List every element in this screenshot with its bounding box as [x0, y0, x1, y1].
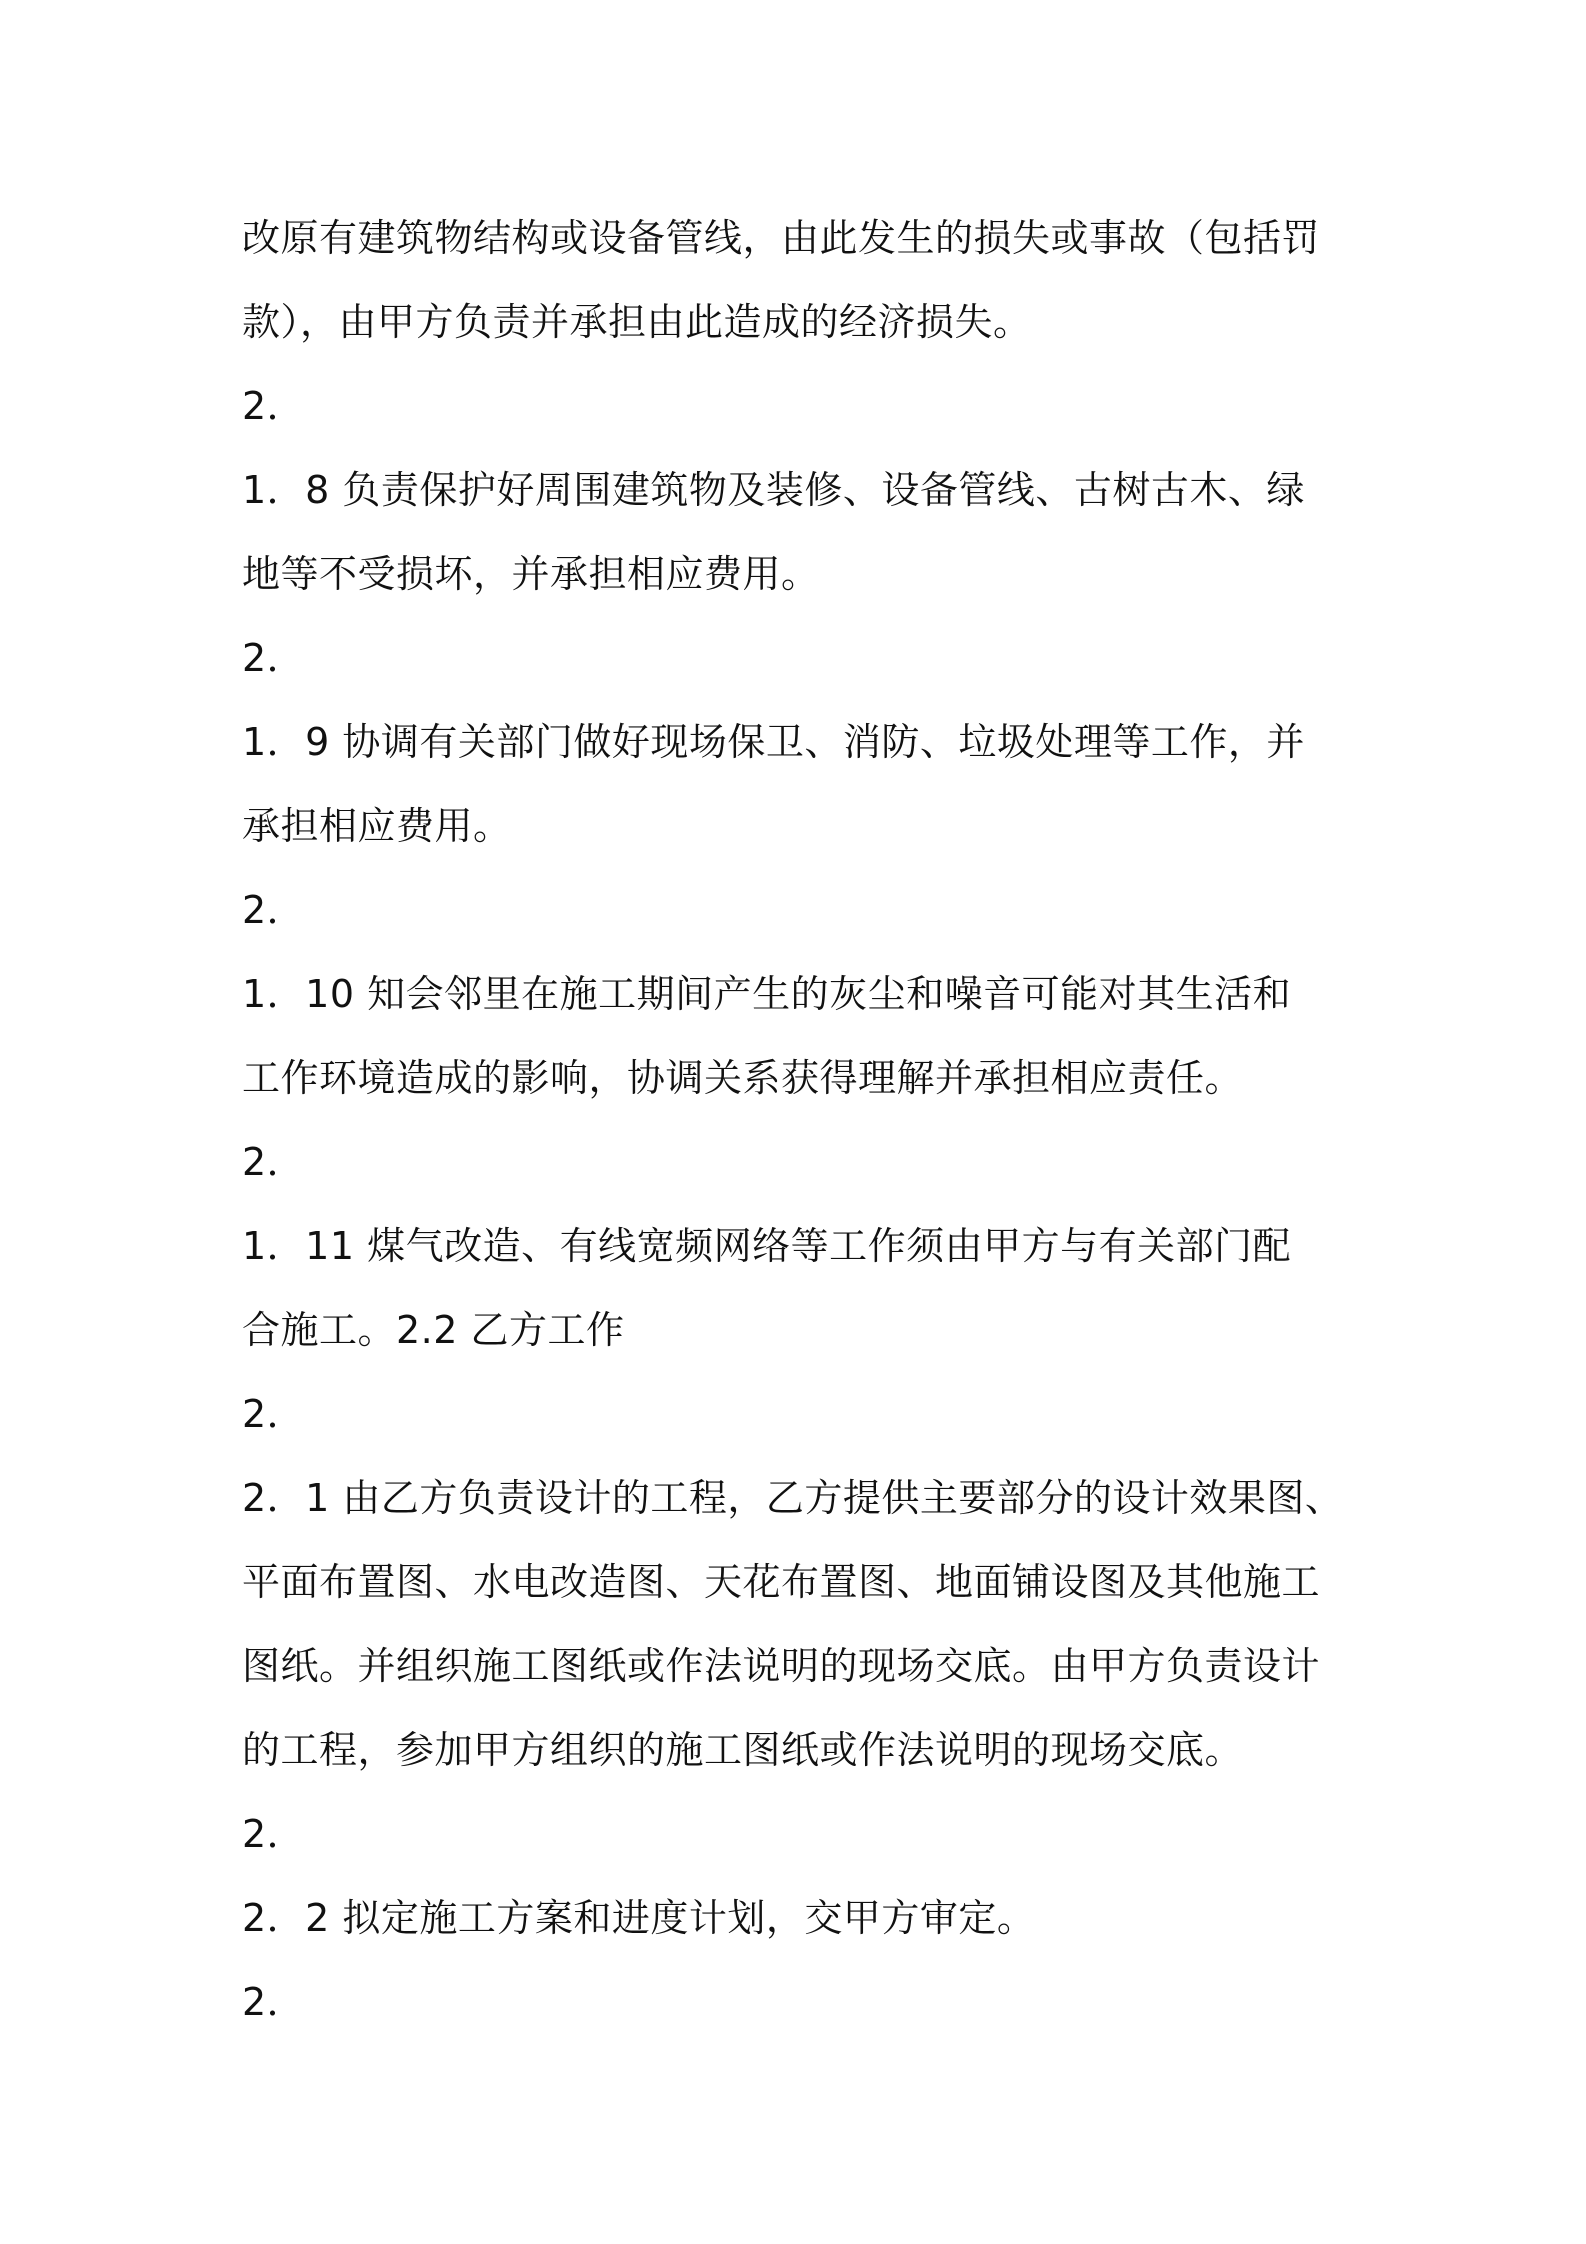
text-line: 2．1 由乙方负责设计的工程，乙方提供主要部分的设计效果图、 [242, 1476, 1344, 1520]
section-number: 2． [242, 1980, 306, 2024]
section-number: 2． [242, 636, 306, 680]
text-line: 图纸。并组织施工图纸或作法说明的现场交底。由甲方负责设计 [242, 1644, 1321, 1688]
section-number: 2． [242, 1812, 306, 1856]
text-line: 改原有建筑物结构或设备管线，由此发生的损失或事故（包括罚 [242, 216, 1321, 260]
text-line: 1．10 知会邻里在施工期间产生的灰尘和噪音可能对其生活和 [242, 972, 1292, 1016]
text-line: 1．8 负责保护好周围建筑物及装修、设备管线、古树古木、绿 [242, 468, 1305, 512]
document-body [242, 196, 1372, 2044]
section-number: 2． [242, 1140, 306, 1184]
text-line: 工作环境造成的影响，协调关系获得理解并承担相应责任。 [242, 1056, 1244, 1100]
text-line: 1．11 煤气改造、有线宽频网络等工作须由甲方与有关部门配 [242, 1224, 1292, 1268]
text-line: 1．9 协调有关部门做好现场保卫、消防、垃圾处理等工作，并 [242, 720, 1305, 764]
text-line: 平面布置图、水电改造图、天花布置图、地面铺设图及其他施工 [242, 1560, 1321, 1604]
text-line: 的工程，参加甲方组织的施工图纸或作法说明的现场交底。 [242, 1728, 1244, 1772]
section-number: 2． [242, 384, 306, 428]
text-line: 款），由甲方负责并承担由此造成的经济损失。 [242, 300, 1032, 344]
text-line: 合施工。2.2 乙方工作 [242, 1308, 625, 1352]
section-number: 2． [242, 888, 306, 932]
text-line: 承担相应费用。 [242, 804, 512, 848]
text-line: 2．2 拟定施工方案和进度计划，交甲方审定。 [242, 1896, 1036, 1940]
section-number: 2． [242, 1392, 306, 1436]
text-line: 地等不受损坏，并承担相应费用。 [242, 552, 820, 596]
